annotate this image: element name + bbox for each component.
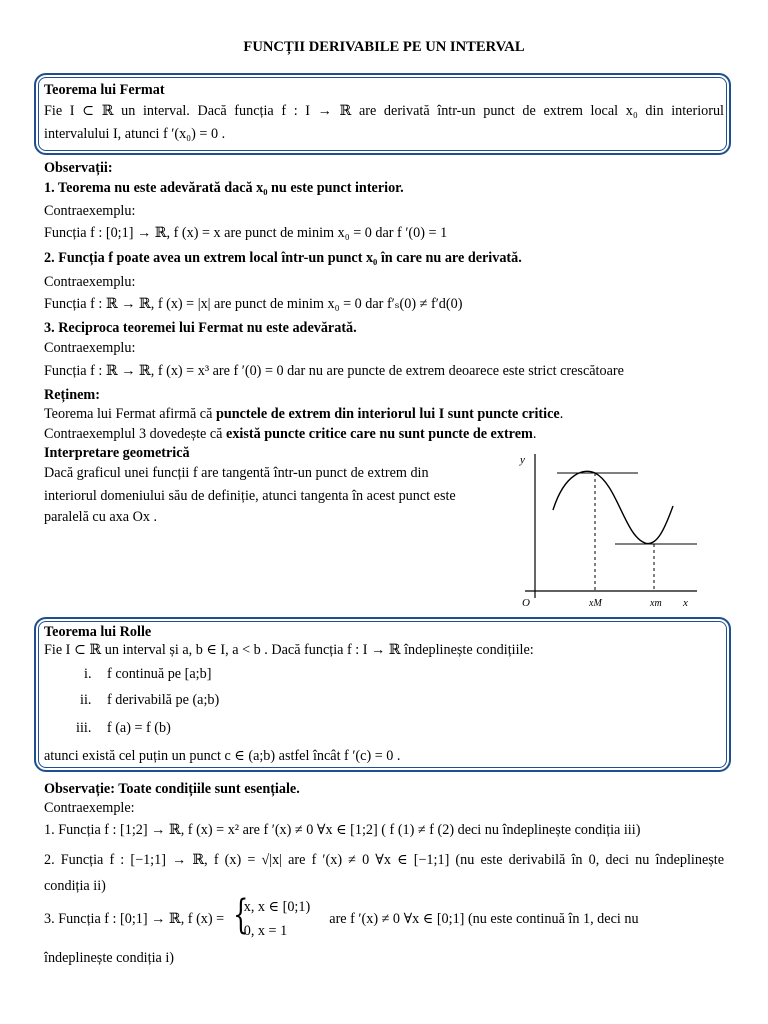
y-axis-label: y <box>520 454 525 466</box>
observation-3: 3. Reciproca teoremei lui Fermat nu este adevărată. <box>44 320 357 336</box>
fermat-heading: Teorema lui Fermat <box>44 82 165 98</box>
origin-label: O <box>522 597 530 609</box>
retinem-line1 <box>44 404 563 424</box>
counterexample-1-label: Contraexemplu: <box>44 203 136 219</box>
piecewise-brace: { <box>232 892 249 938</box>
counterexample-rolle-1: 1. Funcția f : [1;2] → ℝ, f (x) = x² are f ′(x) ≠ 0 ∀x ∈ [1;2] ( f (1) ≠ f (2) deci nu îndeplinește condiția iii) <box>44 822 641 838</box>
condition-i-text: f continuă pe [a;b] <box>107 666 212 682</box>
ex3-piecewise <box>230 892 311 939</box>
observatii-heading: Observații: <box>44 160 113 176</box>
piecewise-case-2: 0, x = 1 <box>243 923 288 939</box>
condition-ii-text: f derivabilă pe (a;b) <box>106 692 220 708</box>
condition-i-number: i. <box>84 666 92 682</box>
retinem-line1-end: . <box>559 406 564 422</box>
interpretare-line2: interiorul domeniului său de definiție, atunci tangenta în acest punct este <box>44 488 456 504</box>
condition-iii-number: iii. <box>76 720 92 736</box>
counterexample-rolle-2-line1: 2. Funcția f : [−1;1] → ℝ, f (x) = √|x| are f ′(x) ≠ 0 ∀x ∈ [−1;1] (nu este derivabilă în 0, deci nu îndeplinește <box>44 852 724 868</box>
condition-iii-text: f (a) = f (b) <box>106 720 171 736</box>
counterexample-rolle-3-line2: îndeplinește condiția i) <box>44 950 175 966</box>
piecewise-case-1: x, x ∈ [0;1) <box>243 899 311 915</box>
interpretare-line1: Dacă graficul unei funcții f are tangentă într-un punct de extrem din <box>44 465 429 481</box>
retinem-line1-emphasis: punctele de extrem din interiorul lui I sunt puncte critice <box>215 406 560 422</box>
retinem-line2-end: . <box>532 426 537 442</box>
rolle-statement: Fie I ⊂ ℝ un interval și a, b ∈ I, a < b . Dacă funcția f : I → ℝ îndeplinește condițiile: <box>44 642 534 658</box>
counterexample-2-label: Contraexemplu: <box>44 274 136 290</box>
retinem-heading: Reținem: <box>44 387 100 403</box>
retinem-line2-emphasis: există puncte critice care nu sunt puncte de extrem <box>226 426 533 442</box>
counterexample-rolle-2-line2: condiția ii) <box>44 878 106 894</box>
counterexample-3: Funcția f : ℝ → ℝ, f (x) = x³ are f ′(0) = 0 dar nu are puncte de extrem deoarece este strict crescătoare <box>44 363 624 379</box>
retinem-line1-text: Teorema lui Fermat afirmă că <box>44 406 216 422</box>
fermat-statement-line2: intervalului I, atunci f ′(x₀) = 0 . <box>44 126 226 142</box>
observation-2: 2. Funcția f poate avea un extrem local într-un punct x₀ în care nu are derivată. <box>44 250 522 266</box>
counterexamples-label: Contraexemple: <box>44 800 135 816</box>
function-curve <box>553 471 673 543</box>
rolle-condition-i <box>84 664 211 684</box>
counterexample-1: Funcția f : [0;1] → ℝ, f (x) = x are punct de minim x₀ = 0 dar f ′(0) = 1 <box>44 225 448 241</box>
interpretare-heading: Interpretare geometrică <box>44 445 190 461</box>
counterexample-3-label: Contraexemplu: <box>44 340 136 356</box>
xM-label: xM <box>589 598 602 609</box>
rolle-conclusion: atunci există cel puțin un punct c ∈ (a;b) astfel încât f ′(c) = 0 . <box>44 748 401 764</box>
rolle-heading: Teorema lui Rolle <box>44 624 152 640</box>
xm-label: xm <box>650 598 662 609</box>
page-title: FUNCȚII DERIVABILE PE UN INTERVAL <box>243 39 525 55</box>
interpretare-line3: paralelă cu axa Ox . <box>44 509 158 525</box>
counterexample-rolle-3 <box>44 892 724 939</box>
rolle-condition-iii <box>76 718 171 738</box>
ex3-lead: 3. Funcția f : [0;1] → ℝ, f (x) = <box>44 911 225 927</box>
rolle-condition-ii <box>80 690 219 710</box>
x-axis-label: x <box>683 597 688 609</box>
retinem-line2 <box>44 424 536 444</box>
extremum-tangent-graph <box>505 448 705 616</box>
retinem-line2-text: Contraexemplul 3 dovedește că <box>44 426 227 442</box>
observation-1: 1. Teorema nu este adevărată dacă x₀ nu este punct interior. <box>44 180 404 196</box>
counterexample-2: Funcția f : ℝ → ℝ, f (x) = |x| are punct de minim x₀ = 0 dar f′ₛ(0) ≠ f′d(0) <box>44 296 463 312</box>
ex3-tail: are f ′(x) ≠ 0 ∀x ∈ [0;1] (nu este continuă în 1, deci nu <box>329 911 639 927</box>
condition-ii-number: ii. <box>80 692 92 708</box>
fermat-statement-line1: Fie I ⊂ ℝ un interval. Dacă funcția f : I → ℝ are derivată într-un punct de extrem local x₀ din interiorul <box>44 103 724 119</box>
observatie-essential-heading: Observație: Toate condițiile sunt esențiale. <box>44 781 300 797</box>
